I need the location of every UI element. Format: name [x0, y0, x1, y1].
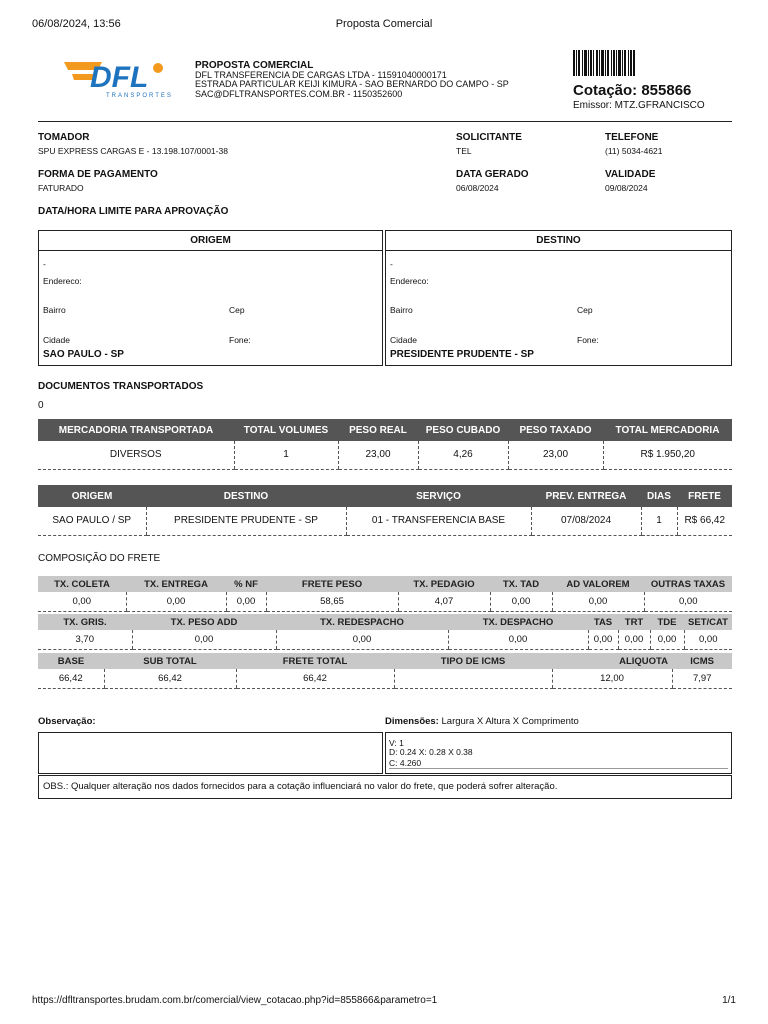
- dimensoes-desc: Largura X Altura X Comprimento: [441, 716, 579, 727]
- table-cell: 0,00: [38, 592, 126, 611]
- composicao-header-row: [38, 614, 732, 630]
- table-header: DESTINO: [146, 485, 346, 507]
- table-cell: 3,70: [38, 630, 132, 649]
- solicitante-label: SOLICITANTE: [456, 132, 522, 143]
- table-cell: 0,00: [126, 592, 226, 611]
- table-row: [38, 630, 732, 649]
- table-row: [38, 507, 732, 535]
- table-header: OUTRAS TAXAS: [644, 576, 732, 592]
- table-header: TX. GRIS.: [38, 614, 132, 630]
- table-cell: 07/08/2024: [531, 507, 641, 535]
- telefone-value: (11) 5034-4621: [605, 146, 663, 156]
- origem-bairro: Bairro: [43, 305, 66, 315]
- logo-text: DFL: [90, 61, 149, 94]
- table-header: SERVIÇO: [346, 485, 531, 507]
- table-cell: 0,00: [552, 592, 644, 611]
- rota-header-row: [38, 485, 732, 507]
- table-cell: DIVERSOS: [38, 441, 234, 469]
- documentos-value: 0: [38, 400, 44, 411]
- destino-dash: -: [390, 259, 393, 269]
- destino-cidade: Cidade: [390, 335, 417, 345]
- table-header: SUB TOTAL: [104, 653, 236, 669]
- table-cell: PRESIDENTE PRUDENTE - SP: [146, 507, 346, 535]
- origem-box: [38, 230, 383, 366]
- company-name: DFL TRANSFERENCIA DE CARGAS LTDA - 11591040000171: [195, 69, 447, 80]
- destino-box: [385, 230, 732, 366]
- dimensoes-volume: V: 1: [389, 738, 404, 748]
- print-timestamp: 06/08/2024, 13:56: [32, 18, 121, 30]
- table-cell: 58,65: [266, 592, 398, 611]
- table-header: AD VALOREM: [552, 576, 644, 592]
- table-header: PREV. ENTREGA: [531, 485, 641, 507]
- table-row: [38, 669, 732, 688]
- table-cell: 0,00: [490, 592, 552, 611]
- table-header: TX. TAD: [490, 576, 552, 592]
- pagamento-value: FATURADO: [38, 183, 84, 193]
- table-header: TAS: [588, 614, 618, 630]
- pagamento-label: FORMA DE PAGAMENTO: [38, 169, 158, 180]
- table-cell: SAO PAULO / SP: [38, 507, 146, 535]
- destino-city: PRESIDENTE PRUDENTE - SP: [390, 349, 534, 360]
- composicao-table-1: [38, 576, 732, 612]
- table-cell: [394, 669, 552, 688]
- table-cell: 0,00: [618, 630, 650, 649]
- origem-endereco: Endereco:: [43, 276, 82, 286]
- composicao-table-2: [38, 614, 732, 650]
- table-cell: 0,00: [132, 630, 276, 649]
- table-header: DIAS: [641, 485, 677, 507]
- table-cell: 1: [641, 507, 677, 535]
- table-cell: 12,00: [552, 669, 672, 688]
- table-cell: 01 - TRANSFERENCIA BASE: [346, 507, 531, 535]
- table-header: TX. REDESPACHO: [276, 614, 448, 630]
- data-gerado-value: 06/08/2024: [456, 183, 499, 193]
- table-cell: 0,00: [276, 630, 448, 649]
- table-cell: 0,00: [448, 630, 588, 649]
- mercadoria-table: [38, 419, 732, 470]
- table-header: TIPO DE ICMS: [394, 653, 552, 669]
- table-header: TX. PEDAGIO: [398, 576, 490, 592]
- print-page-number: 1/1: [722, 995, 736, 1006]
- composicao-header-row: [38, 576, 732, 592]
- destino-header: DESTINO: [386, 231, 731, 251]
- table-header: TRT: [618, 614, 650, 630]
- obs-note: OBS.: Qualquer alteração nos dados fornecidos para a cotação influenciará no valor do frete, que poderá sofrer alteração.: [38, 775, 732, 799]
- table-cell: 0,00: [226, 592, 266, 611]
- table-header: FRETE PESO: [266, 576, 398, 592]
- observacao-box: [38, 732, 383, 774]
- table-cell: 23,00: [338, 441, 418, 469]
- table-header: TX. DESPACHO: [448, 614, 588, 630]
- header-divider: [38, 121, 732, 122]
- table-row: [38, 441, 732, 469]
- table-cell: 4,07: [398, 592, 490, 611]
- table-cell: 66,42: [38, 669, 104, 688]
- table-cell: R$ 66,42: [677, 507, 732, 535]
- table-cell: 4,26: [418, 441, 508, 469]
- table-cell: 0,00: [644, 592, 732, 611]
- origem-header: ORIGEM: [39, 231, 382, 251]
- table-header: SET/CAT: [684, 614, 732, 630]
- dimensoes-heading: [385, 716, 579, 727]
- table-header: PESO REAL: [338, 419, 418, 441]
- data-gerado-label: DATA GERADO: [456, 169, 529, 180]
- company-contact: SAC@DFLTRANSPORTES.COM.BR - 1150352600: [195, 88, 403, 99]
- company-logo: [62, 54, 180, 100]
- table-header: TX. COLETA: [38, 576, 126, 592]
- origem-city: SAO PAULO - SP: [43, 349, 124, 360]
- table-cell: 23,00: [508, 441, 603, 469]
- dimensoes-label: Dimensões:: [385, 716, 439, 727]
- barcode: [573, 50, 635, 76]
- rota-table: [38, 485, 732, 536]
- dimensoes-measures: D: 0.24 X: 0.28 X 0.38: [389, 747, 473, 757]
- print-url: https://dfltransportes.brudam.com.br/comercial/view_cotacao.php?id=855866&parametro=1: [32, 995, 438, 1006]
- solicitante-value: TEL: [456, 146, 472, 156]
- composicao-table-3: [38, 653, 732, 689]
- table-header: BASE: [38, 653, 104, 669]
- limite-aprovacao-label: DATA/HORA LIMITE PARA APROVAÇÃO: [38, 206, 229, 217]
- origem-fone: Fone:: [229, 335, 251, 345]
- table-header: TX. PESO ADD: [132, 614, 276, 630]
- table-header: TOTAL MERCADORIA: [603, 419, 732, 441]
- dimensoes-box: [385, 732, 732, 774]
- table-cell: 66,42: [236, 669, 394, 688]
- table-cell: 66,42: [104, 669, 236, 688]
- origem-cep: Cep: [229, 305, 245, 315]
- table-header: ICMS: [672, 653, 732, 669]
- print-header: [32, 18, 736, 30]
- tomador-label: TOMADOR: [38, 132, 90, 143]
- table-header: FRETE: [677, 485, 732, 507]
- table-cell: 0,00: [588, 630, 618, 649]
- documentos-label: DOCUMENTOS TRANSPORTADOS: [38, 381, 204, 392]
- table-header: TOTAL VOLUMES: [234, 419, 338, 441]
- destino-fone: Fone:: [577, 335, 599, 345]
- mercadoria-header-row: [38, 419, 732, 441]
- table-cell: 0,00: [650, 630, 684, 649]
- validade-value: 09/08/2024: [605, 183, 648, 193]
- composicao-label: COMPOSIÇÃO DO FRETE: [38, 553, 161, 564]
- validade-label: VALIDADE: [605, 169, 656, 180]
- table-header: TDE: [650, 614, 684, 630]
- table-header: FRETE TOTAL: [236, 653, 394, 669]
- composicao-header-row: [38, 653, 732, 669]
- table-cell: 1: [234, 441, 338, 469]
- destino-endereco: Endereco:: [390, 276, 429, 286]
- table-cell: 7,97: [672, 669, 732, 688]
- table-header: PESO CUBADO: [418, 419, 508, 441]
- table-cell: R$ 1.950,20: [603, 441, 732, 469]
- table-cell: 0,00: [684, 630, 732, 649]
- print-page-title: Proposta Comercial: [335, 18, 433, 30]
- table-header: MERCADORIA TRANSPORTADA: [38, 419, 234, 441]
- telefone-label: TELEFONE: [605, 132, 659, 143]
- company-info: [195, 61, 509, 99]
- table-header: ALIQUOTA: [552, 653, 672, 669]
- table-header: ORIGEM: [38, 485, 146, 507]
- tomador-value: SPU EXPRESS CARGAS E - 13.198.107/0001-38: [38, 146, 228, 156]
- table-header: TX. ENTREGA: [126, 576, 226, 592]
- origem-cidade: Cidade: [43, 335, 70, 345]
- quote-emitter: Emissor: MTZ.GFRANCISCO: [573, 100, 705, 111]
- table-header: PESO TAXADO: [508, 419, 603, 441]
- quote-number: Cotação: 855866: [573, 82, 692, 99]
- table-row: [38, 592, 732, 611]
- origem-dash: -: [43, 259, 46, 269]
- company-address: ESTRADA PARTICULAR KEIJI KIMURA - SAO BERNARDO DO CAMPO - SP: [195, 79, 509, 89]
- observacao-label: Observação:: [38, 716, 96, 727]
- table-header: % NF: [226, 576, 266, 592]
- destino-bairro: Bairro: [390, 305, 413, 315]
- proposal-title: PROPOSTA COMERCIAL: [195, 60, 314, 71]
- dimensoes-cubage: C: 4.260: [389, 759, 728, 769]
- destino-cep: Cep: [577, 305, 593, 315]
- logo-subtext: TRANSPORTES: [106, 93, 173, 99]
